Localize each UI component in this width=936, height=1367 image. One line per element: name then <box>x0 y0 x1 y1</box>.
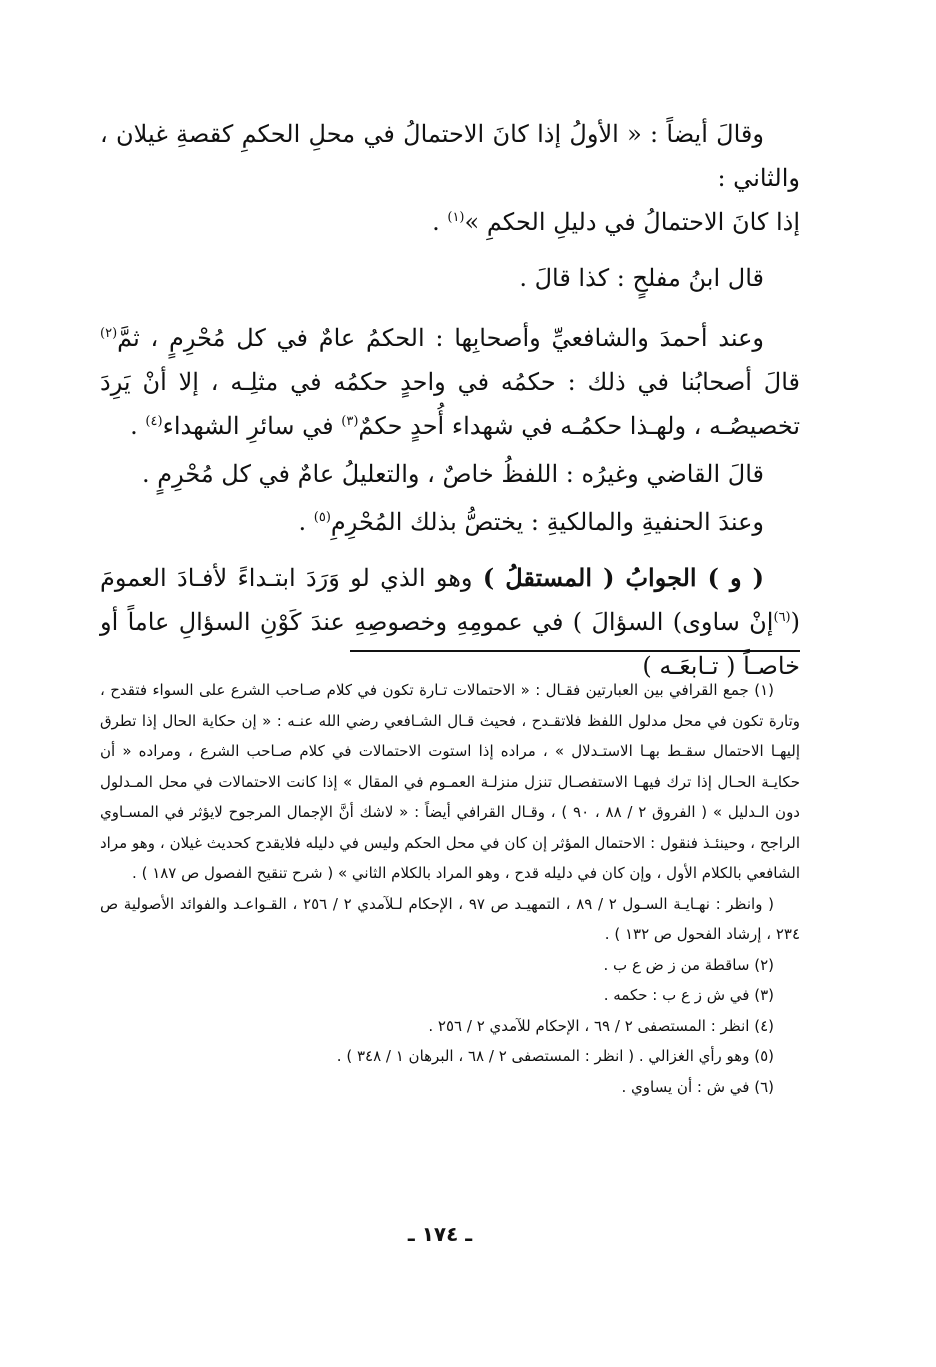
paragraph-1-end: . <box>432 208 448 236</box>
paragraph-5 <box>100 500 800 544</box>
paragraph-1-line-2: إذا كانَ الاحتمالُ في دليلِ الحكمِ » <box>464 208 800 236</box>
paragraph-6-part-b: وهو الذي لو وَرَدَ ابتـداءً لأفـادَ العمومَ ( <box>100 564 800 636</box>
page-number: ـ ١٧٤ ـ <box>407 1222 473 1246</box>
footnote-5: (٥) وهو رأي الغزالي . ( انظر : المستصفى ٢ / ٦٨ ، البرهان ١ / ٣٤٨ ) . <box>336 1047 774 1065</box>
footnote-6: (٦) في ش : أن يساوي . <box>621 1077 774 1096</box>
footnote-4: (٤) انظر : المستصفى ٢ / ٦٩ ، الإحكام للآمدي ٢ / ٢٥٦ . <box>428 1016 774 1035</box>
paragraph-3-end: . <box>130 412 146 440</box>
paragraph-1-line-1: وقالَ أيضاً : « الأولُ إذا كانَ الاحتمالُ في محلِ الحكمِ كقصةِ غيلان ، والثاني : <box>100 120 800 192</box>
footnote-ref-6: (٦) <box>773 610 791 625</box>
footnote-ref-1: (١) <box>447 210 465 225</box>
footnote-2: (٢) ساقطة من ز ض ع ب . <box>603 955 774 974</box>
footnote-1: (١) جمع القرافي بين العبارتين فقـال : « الاحتمالات تـارة تكون في كلام صـاحب الشرع على السواء فتقدح ، وتارة تكون في محل مدلول اللفظ فلاتقـدح ، فحيث قـال الشـافعي رضي الله عنـه : « إن حكاية الحال إذا تطرق إليهـا الاحتمال سقـط بهـا الاستـدلال » ، مراده إذا استوت الاحتمالات في كلام صـاحب الشرع ، ومراده « أن حكايـة الحـال إذا ترك فيهـا الاستفصـال تنزل منزلـة العمـوم في المقال » إذا كانت الاحتمالات في محل المـدلول دون الـدليل » ( الفروق ٢ / ٨٨ ، ٩٠ ) ، وقـال القرافي أيضاً : « لاشك أنَّ الإجمال المرجوح لايؤثر في المسـاوي الراجح ، وحينئـذ فنقول : الاحتمال المؤثر إن كان في محل الحكم وليس في دليله فلايقدح كحديث غيلان ، وهو مراد الشافعي بالكلام الأول ، وإن كان في دليله قدح ، وهو المراد بالكلام الثاني » ( شرح تنقيح الفصول ص ١٨٧ ) . <box>100 681 800 882</box>
paragraph-2: قال ابنُ مفلحٍ : كذا قالَ . <box>519 264 764 292</box>
paragraph-3-part-b: قالَ أصحابُنا في ذلك : حكمُه في واحدٍ حكمُه في مثلِـه ، إلا أنْ يَرِدَ تخصيصُـه ، ولهـذا حكمُـه في شهداء أُحدٍ حكمٌ <box>100 368 800 440</box>
footnote-separator <box>350 650 800 652</box>
main-text <box>100 112 800 688</box>
paragraph-6-part-c: إنْ ساوى) السؤالَ ) في عمومِهِ وخصوصِهِ عندَ كَوْنِ السؤالِ عاماً أو خاصـاً ( تـابعَـه ) <box>100 608 800 680</box>
footnote-ref-2: (٢) <box>100 326 118 341</box>
paragraph-3 <box>100 316 800 448</box>
footnote-3: (٣) في ش ز ع ب : حكمه . <box>603 986 774 1004</box>
paragraph-5-end: . <box>298 508 314 536</box>
footnotes <box>100 675 800 1102</box>
paragraph-3-part-c: في سائرِ الشهداء <box>162 412 342 440</box>
paragraph-3-part-a: وعند أحمدَ والشافعيِّ وأصحابِها : الحكمُ عامٌ في كل مُحْرِمٍ ، ثمَّ <box>117 324 764 352</box>
footnote-ref-3: (٣) <box>341 414 359 429</box>
paragraph-6 <box>100 556 800 688</box>
paragraph-5-text: وعندَ الحنفيةِ والمالكيةِ : يختصُّ بذلك المُحْرِمِ <box>330 508 764 536</box>
footnote-1-references: ( وانظر : نهـايـة السـول ٢ / ٨٩ ، التمهيـد ص ٩٧ ، الإحكام لـلآمدي ٢ / ٢٥٦ ، القـواعـد والفوائد الأصولية ص ٢٣٤ ، إرشاد الفحول ص ١٣٢ ) . <box>100 894 800 943</box>
answer-heading: ( و ) الجوابُ ( المستقلُ ) <box>482 563 764 592</box>
footnote-ref-4: (٤) <box>145 414 163 429</box>
footnote-ref-5: (٥) <box>313 510 331 525</box>
paragraph-1 <box>100 112 800 244</box>
paragraph-4: قالَ القاضي وغيرُه : اللفظُ خاصٌ ، والتعليلُ عامٌ في كل مُحْرِمٍ . <box>141 460 764 488</box>
